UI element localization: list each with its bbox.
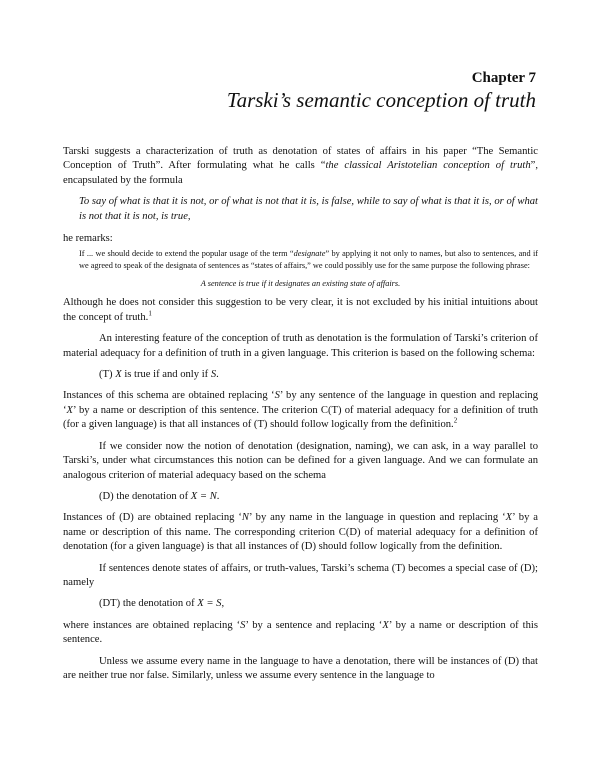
text-run: ”, encapsulated by the formula	[63, 160, 538, 186]
chapter-label: Chapter 7	[471, 70, 536, 86]
paragraph-instances-t	[63, 389, 538, 432]
variable: S	[240, 619, 246, 631]
text-run: Instances of this schema are obtained replacing ‘	[63, 390, 275, 402]
emphasis: the classical Aristotelian conception of truth	[325, 160, 531, 172]
text-run: (DT) the denotation of	[99, 598, 198, 610]
paragraph-suggestion	[63, 296, 538, 325]
paragraph-states-of-affairs: If sentences denote states of affairs, or truth-values, Tarski’s schema (T) becomes a special case of (D); namely	[63, 562, 538, 588]
block-quote	[79, 248, 538, 272]
variable: X	[115, 369, 122, 381]
text-run: .	[216, 369, 219, 381]
schema-t	[99, 368, 538, 382]
paragraph-criterion: An interesting feature of the conception of truth as denotation is the formulation of Tarski’s criterion of material adequacy for a definition of truth in a given language. This criterion is based on the following schema:	[63, 333, 538, 359]
text-run: is true if and only if	[121, 369, 211, 381]
remarks-line: he remarks:	[63, 233, 113, 245]
aristotle-formula-quote: To say of what is that it is not, or of what is not that it is, is false, while to say of what is that it is, or of what is not that it is not, is true,	[79, 196, 538, 222]
text-run: ’ by a name or description of this sentence. The criterion C(T) of material adequacy for a definition of truth (for a given language) is that all instances of (T) should follow logically from the definition.	[63, 404, 538, 431]
paragraph-instances-d	[63, 511, 538, 554]
equation: X = N	[190, 490, 217, 502]
variable: S	[274, 390, 280, 402]
variable: X	[505, 512, 513, 524]
variable: N	[241, 512, 249, 524]
text-run: If ... we should decide to extend the popular usage of the term “	[79, 249, 294, 259]
text-run: ’ by a name or description of this sentence.	[63, 619, 538, 646]
text-run: ’ by a sentence and replacing ‘	[245, 619, 383, 631]
text-run: Instances of (D) are obtained replacing ‘	[63, 512, 242, 524]
paragraph-intro	[63, 145, 538, 188]
text-run: ” by applying it not only to names, but also to sentences, and if we agreed to speak of the designata of sentences as “states of affairs,” we could possibly use for the same purpose the following phrase:	[79, 249, 539, 271]
paragraph-instances-dt	[63, 619, 538, 648]
paragraph-unless: Unless we assume every name in the language to have a denotation, there will be instances of (D) that are neither true nor false. Similarly, unless we assume every sentence in the language to	[63, 655, 538, 681]
emphasis: designate	[293, 249, 326, 259]
text-run: (T)	[99, 369, 116, 381]
text-run: ’ by any name in the language in question and replacing ‘	[248, 512, 506, 524]
text-run: .	[216, 490, 220, 502]
text-run: (D) the denotation of	[99, 490, 191, 502]
equation: X = S	[197, 598, 222, 610]
variable: X	[382, 619, 389, 631]
centered-quote: A sentence is true if it designates an existing state of affairs.	[200, 279, 401, 289]
footnote-ref-2[interactable]: 2	[453, 416, 458, 425]
text-run: where instances are obtained replacing ‘	[63, 619, 241, 631]
text-run: ’ by any sentence of the language in question and replacing ‘	[63, 390, 539, 416]
text-run: ’ by a name or description of this name. The corresponding criterion C(D) of material adequacy for a definition of denotation (for a given language) is that all instances of (D) should follow logically from the definition.	[63, 512, 539, 553]
text-run: Tarski suggests a characterization of truth as denotation of states of affairs in his paper “The Semantic Conception of Truth”. After formulating what he calls “	[63, 146, 538, 172]
text-run: ,	[221, 598, 225, 610]
text-run: Although he does not consider this suggestion to be very clear, it is not excluded by his initial intuitions about the concept of truth.	[63, 297, 538, 323]
footnote-ref-1[interactable]: 1	[148, 309, 152, 318]
schema-d	[99, 490, 538, 504]
chapter-title: Tarski’s semantic conception of truth	[226, 88, 536, 112]
variable: S	[210, 369, 217, 381]
paragraph-denotation: If we consider now the notion of denotation (designation, naming), we can ask, in a way parallel to Tarski’s, under what circumstances this notion can be defined for a given language. And we can formulate an analogous criterion of material adequacy based on the schema	[63, 440, 538, 481]
schema-dt	[99, 597, 538, 611]
variable: X	[66, 404, 74, 416]
body-text	[63, 145, 538, 690]
